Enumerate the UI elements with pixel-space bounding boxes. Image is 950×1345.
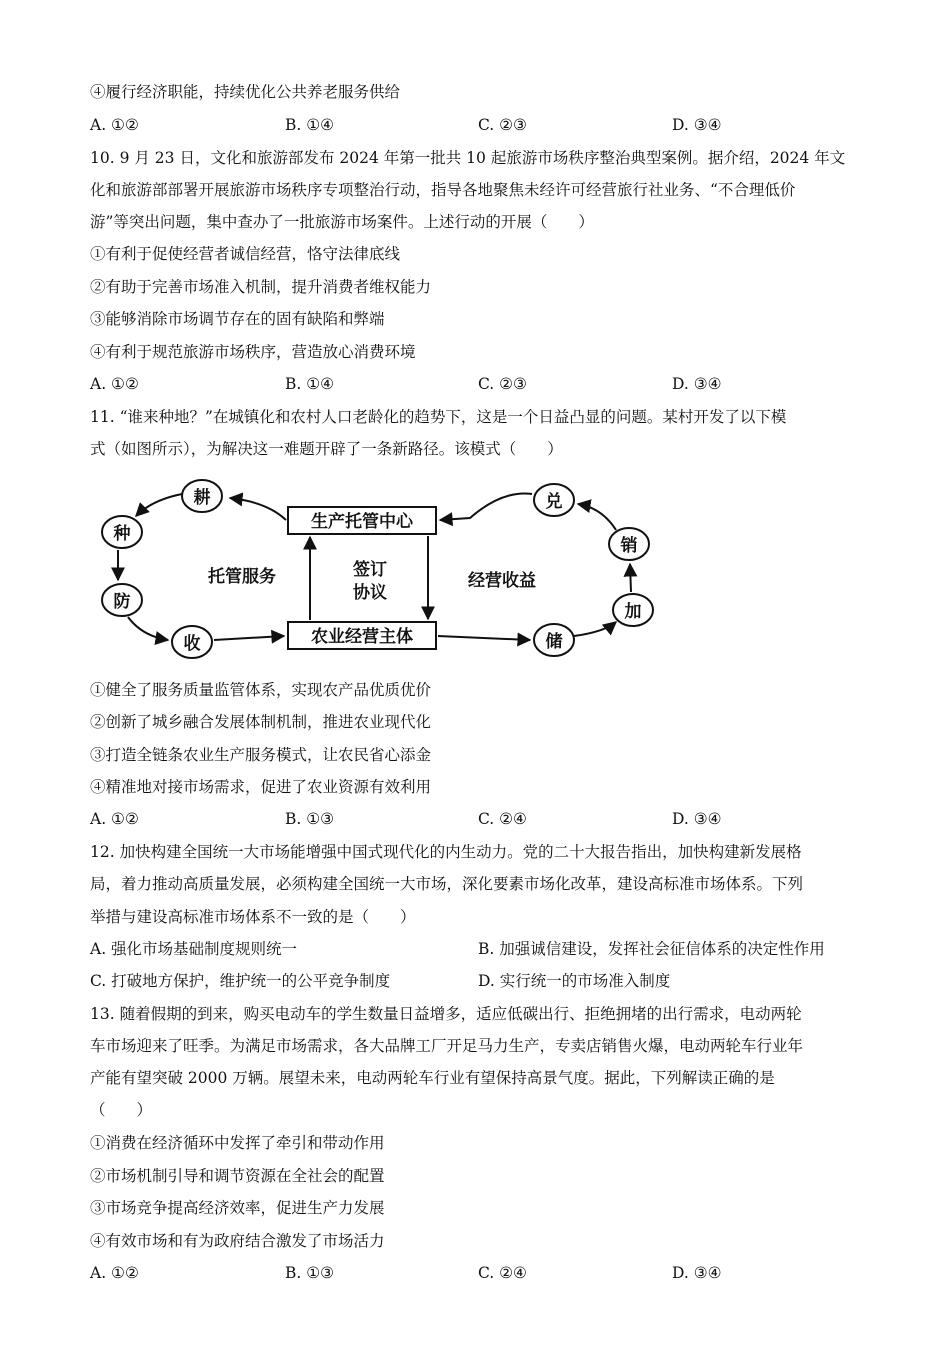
q10-stem-line-3: 游”等突出问题，集中查办了一批旅游市场案件。上述行动的开展（ ） [90,213,594,231]
service-model-diagram [92,474,662,666]
node-process-label: 加 [624,602,642,622]
q12-stem-line-2: 局，着力推动高质量发展，必须构建全国统一大市场，深化要素市场化改革，建设高标准市场体系。下列 [90,875,804,893]
arrow-entity-to-store [438,636,530,640]
q10-item-4: ④有利于规范旅游市场秩序，营造放心消费环境 [90,343,416,361]
q12-stem-line-1: 12. 加快构建全国统一大市场能增强中国式现代化的内生动力。党的二十大报告指出，加快构建新发展格 [90,843,802,861]
q13-stem-line-1: 13. 随着假期的到来，购买电动车的学生数量日益增多，适应低碳出行、拒绝拥堵的出行需求，电动两轮 [90,1005,802,1023]
q9-option-a: A. ①② [90,116,139,134]
operating-income-label: 经营收益 [468,571,536,591]
node-store-label: 储 [545,632,563,652]
q11-option-b: B. ①③ [285,810,335,828]
node-harvest-label: 收 [183,634,201,654]
agri-entity-label: 农业经营主体 [311,627,413,647]
arrow-center-to-plough [230,498,286,520]
q10-item-2: ②有助于完善市场准入机制，提升消费者维权能力 [90,278,432,296]
q11-item-2: ②创新了城乡融合发展体制机制，推进农业现代化 [90,713,432,731]
custody-service-label: 托管服务 [208,567,276,587]
q12-stem-line-3: 举措与建设高标准市场体系不一致的是（ ） [90,908,416,926]
q9-option-d: D. ③④ [672,116,722,134]
q9-option-c: C. ②③ [478,116,527,134]
arrow-sell-to-redeem [578,504,616,530]
q10-stem-line-1: 10. 9 月 23 日，文化和旅游部发布 2024 年第一批共 10 起旅游市场秩序整治典型案例。据介绍，2024 年文 [90,149,846,167]
q11-stem-line-2: 式（如图所示），为解决这一难题开辟了一条新路径。该模式（ ） [90,440,563,458]
q13-item-3: ③市场竞争提高经济效率，促进生产力发展 [90,1199,385,1217]
q12-option-b: B. 加强诚信建设，发挥社会征信体系的决定性作用 [478,940,825,958]
q10-option-c: C. ②③ [478,375,527,393]
q12-option-d: D. 实行统一的市场准入制度 [478,972,671,990]
q10-item-1: ①有利于促使经营者诚信经营，恪守法律底线 [90,245,401,263]
node-protect-label: 防 [113,592,131,612]
q10-option-b: B. ①④ [285,375,335,393]
q11-stem-line-1: 11. “谁来种地？”在城镇化和农村人口老龄化的趋势下，这是一个日益凸显的问题。某村开发了以下模 [90,408,787,426]
q9-item-4: ④履行经济职能，持续优化公共养老服务供给 [90,83,401,101]
q11-item-1: ①健全了服务质量监管体系，实现农产品优质优价 [90,681,432,699]
q12-option-a: A. 强化市场基础制度规则统一 [90,940,298,958]
arrow-plough-to-plant [136,494,182,516]
q10-stem-line-2: 化和旅游部部署开展旅游市场秩序专项整治行动，指导各地聚焦未经许可经营旅行社业务、“不合理低价 [90,181,796,199]
q11-option-c: C. ②④ [478,810,527,828]
q13-option-c: C. ②④ [478,1264,527,1282]
arrow-protect-to-harvest [128,617,168,640]
node-sell-label: 销 [620,536,638,556]
q13-stem-line-2: 车市场迎来了旺季。为满足市场需求，各大品牌工厂开足马力生产，专卖店销售火爆，电动两轮车行业年 [90,1037,804,1055]
arrow-harvest-to-entity [214,636,284,640]
q10-option-d: D. ③④ [672,375,722,393]
q10-item-3: ③能够消除市场调节存在的固有缺陷和弊端 [90,310,385,328]
q11-option-d: D. ③④ [672,810,722,828]
agreement-label-line-1: 签订 [353,560,387,580]
q13-item-4: ④有效市场和有为政府结合激发了市场活力 [90,1232,385,1250]
q13-option-b: B. ①③ [285,1264,335,1282]
q12-option-c: C. 打破地方保护，维护统一的公平竞争制度 [90,972,391,990]
node-plant-label: 种 [113,524,131,544]
q13-item-1: ①消费在经济循环中发挥了牵引和带动作用 [90,1134,385,1152]
arrow-redeem-to-center [440,494,532,521]
node-redeem-label: 兑 [545,492,563,512]
q10-option-a: A. ①② [90,375,139,393]
production-center-label: 生产托管中心 [311,512,413,532]
q11-option-a: A. ①② [90,810,139,828]
q9-option-b: B. ①④ [285,116,335,134]
q13-stem-line-4: （ ） [90,1101,153,1119]
q11-item-4: ④精准地对接市场需求，促进了农业资源有效利用 [90,778,432,796]
q13-item-2: ②市场机制引导和调节资源在全社会的配置 [90,1167,385,1185]
agreement-label-line-2: 协议 [353,583,387,603]
q13-stem-line-3: 产能有望突破 2000 万辆。展望未来，电动两轮车行业有望保持高景气度。据此，下列解读正确的是 [90,1069,775,1087]
node-plough-label: 耕 [193,488,211,508]
q13-option-d: D. ③④ [672,1264,722,1282]
arrow-process-to-sell [630,564,631,592]
q11-item-3: ③打造全链条农业生产服务模式，让农民省心添金 [90,746,432,764]
arrow-store-to-process [574,622,616,636]
q13-option-a: A. ①② [90,1264,139,1282]
